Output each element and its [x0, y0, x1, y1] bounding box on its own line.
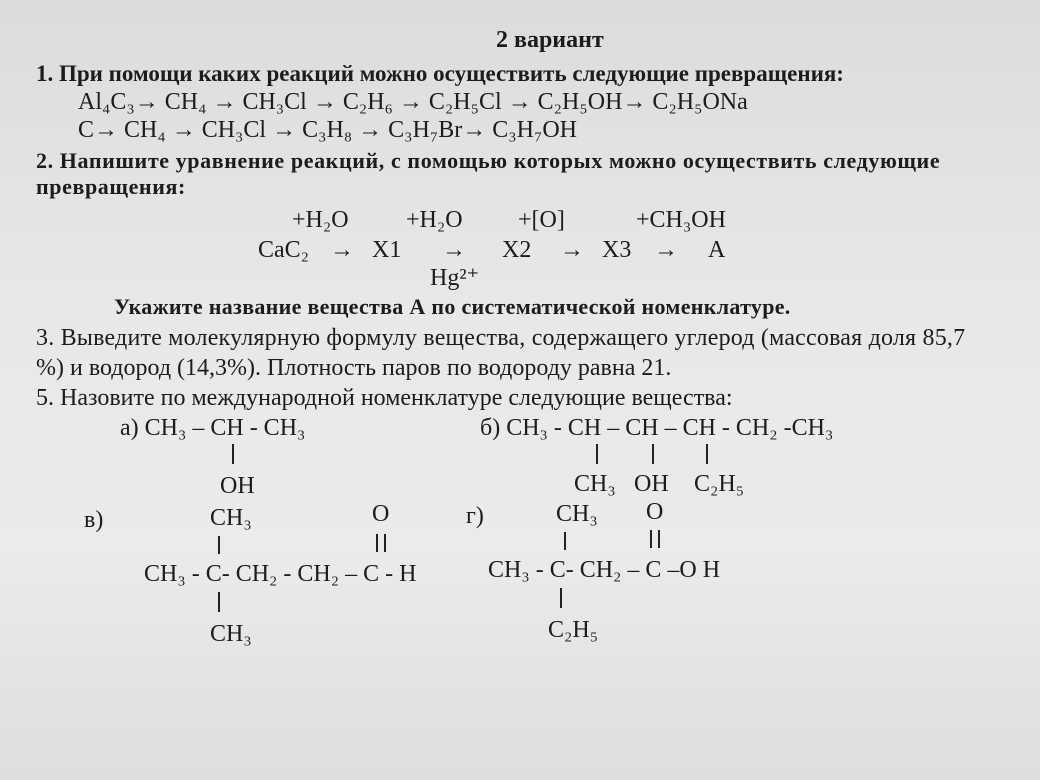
- compound-v-oxygen: O: [372, 501, 390, 527]
- species-x3: X3: [602, 237, 632, 263]
- species-a: A: [708, 237, 726, 263]
- bond-a: [232, 444, 234, 464]
- compound-g-oxygen: O: [646, 499, 664, 525]
- task2-note: Укажите название вещества А по систематической номенклатуре.: [114, 294, 791, 319]
- compound-a-chain: а) CH₃ – CH - CH₃: [120, 415, 306, 441]
- compound-g-label: г): [466, 503, 484, 529]
- catalyst: Hg²⁺: [430, 265, 480, 291]
- reagent-1: +H₂O: [292, 207, 349, 233]
- bond-b1: [596, 444, 598, 464]
- bond-v-top: [218, 536, 220, 554]
- compound-g-main: CH₃ - C- CH₂ – C –O H: [488, 557, 721, 583]
- arrow-4: →: [654, 237, 678, 263]
- task1-chain-b: C→ CH₄ → CH₃Cl → C₃H₈ → C₃H₇Br→ C₃H₇OH: [78, 117, 577, 143]
- compound-b-c2h5: C₂H₅: [694, 471, 745, 497]
- arrow-2: →: [442, 237, 466, 263]
- compound-v-top: CH₃: [210, 505, 252, 531]
- task3-line2: %) и водород (14,3%). Плотность паров по водороду равна 21.: [36, 355, 672, 381]
- compound-v-label: в): [84, 507, 104, 533]
- compound-b-oh: OH: [634, 471, 669, 497]
- task1-text: 1. При помощи каких реакций можно осуществить следующие превращения:: [36, 61, 844, 86]
- task5-text: 5. Назовите по международной номенклатуре следующие вещества:: [36, 385, 733, 411]
- compound-b-chain: б) CH₃ - CH – CH – CH - CH₂ -CH₃: [480, 415, 834, 441]
- bond-g-bottom: [560, 588, 562, 608]
- species-x2: X2: [502, 237, 532, 263]
- compound-v-main: CH₃ - C- CH₂ - CH₂ – C - H: [144, 561, 417, 587]
- reagent-4: +CH₃OH: [636, 207, 726, 233]
- variant-title: 2 вариант: [496, 27, 604, 53]
- compound-g-bottom: C₂H₅: [548, 617, 599, 643]
- arrow-1: →: [330, 237, 354, 263]
- double-bond-g: [650, 530, 660, 548]
- compound-a-oh: OH: [220, 473, 255, 499]
- bond-g-top: [564, 532, 566, 550]
- species-x1: X1: [372, 237, 402, 263]
- reagent-3: +[O]: [518, 207, 565, 233]
- species-cac2: CaC₂: [258, 237, 310, 263]
- task3-line1: 3. Выведите молекулярную формулу вещества, содержащего углерод (массовая доля 85,7: [36, 325, 966, 351]
- compound-b-ch3: CH₃: [574, 471, 616, 497]
- bond-b2: [652, 444, 654, 464]
- compound-v-bottom: CH₃: [210, 621, 252, 647]
- double-bond-v: [376, 534, 386, 552]
- arrow-3: →: [560, 237, 584, 263]
- bond-b3: [706, 444, 708, 464]
- bond-v-bottom: [218, 592, 220, 612]
- reagent-2: +H₂O: [406, 207, 463, 233]
- task2-line2: превращения:: [36, 174, 186, 199]
- compound-g-top: CH₃: [556, 501, 598, 527]
- task2-line1: 2. Напишите уравнение реакций, с помощью которых можно осуществить следующие: [36, 148, 941, 173]
- task1-chain-a: Al₄C₃→ CH₄ → CH₃Cl → C₂H₆ → C₂H₅Cl → C₂H₅OH→ C₂H₅ONa: [78, 89, 748, 115]
